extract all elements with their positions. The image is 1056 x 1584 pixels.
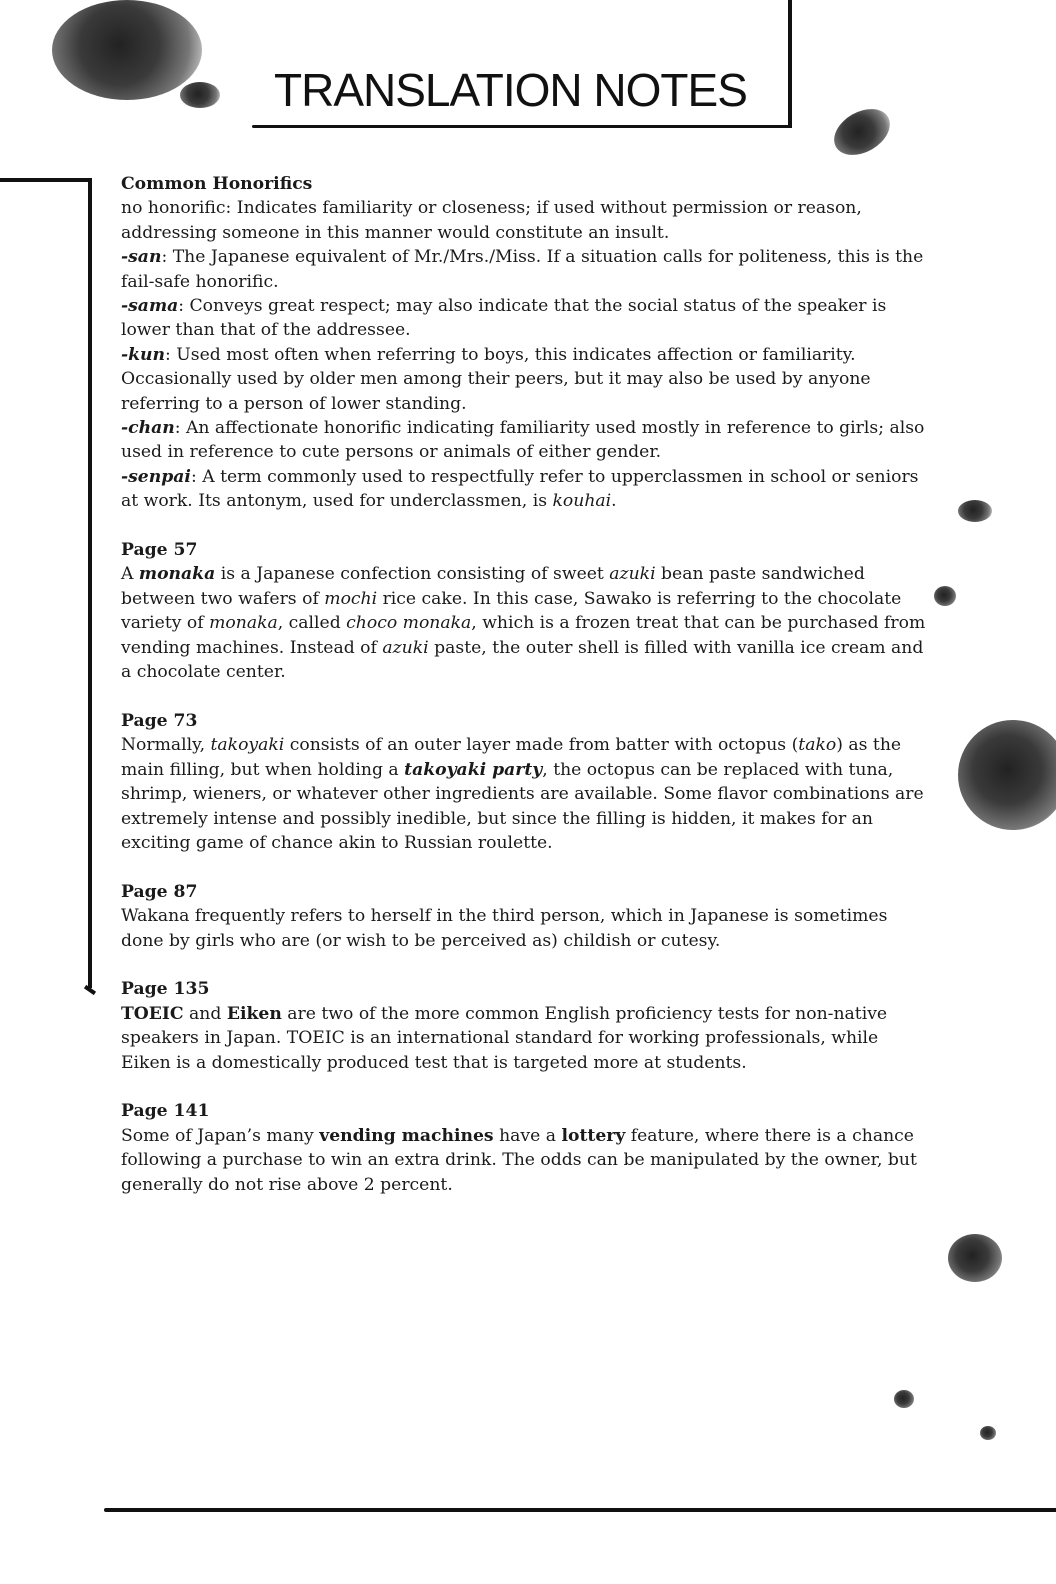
note-term: tako [798,735,837,756]
honorific-entry [121,416,933,465]
honorific-term: no honorific [121,198,226,219]
note-heading: Page 57 [121,540,198,561]
note-text: rice cake. In this case, Sawako is referring to the chocolate variety of [121,588,902,634]
notes-content [121,172,933,1221]
note-term: monaka [209,613,278,634]
note-text: consists of an outer layer made from batter with octopus ( [284,735,799,756]
ink-blot-decoration [958,720,1056,830]
honorific-entry [121,465,933,514]
note-term: vending machines [319,1125,494,1146]
ink-blot-decoration [948,1234,1002,1282]
note-page-57 [121,538,933,684]
note-heading: Page 135 [121,979,210,1000]
ink-blot-decoration [980,1426,996,1440]
bottom-rule [104,1508,1056,1512]
honorific-entry [121,294,933,343]
honorific-term: -san [121,247,162,268]
section-heading: Common Honorifics [121,174,313,194]
left-bracket-decoration [0,178,92,988]
honorific-term: -kun [121,344,166,365]
note-heading: Page 87 [121,881,198,902]
note-text: A [121,564,139,585]
note-body: Wakana frequently refers to herself in the third person, which in Japanese is sometimes done by girls who are (or wish to be perceived as) childish or cutesy. [121,906,888,951]
note-page-87 [121,880,933,953]
note-text: Normally, [121,735,211,756]
honorific-definition: : Conveys great respect; may also indicate that the social status of the speaker is lower than that of the addressee. [121,296,887,341]
note-term: takoyaki party [404,759,543,780]
note-text: is a Japanese confection consisting of sweet [215,564,610,585]
note-text: , which is a frozen treat that can be purchased from vending machines. Instead of [121,613,926,658]
note-text: feature, where there is a chance following a purchase to win an extra drink. The odds can be manipulated by the owner, but generally do not rise above 2 percent. [121,1125,917,1195]
honorific-definition: : An affectionate honorific indicating familiarity used mostly in reference to girls; also used in reference to cute persons or animals of either gender. [121,418,925,463]
note-text: bean paste sandwiched between two wafers of [121,564,865,609]
ink-blot-decoration [958,500,992,522]
ink-blot-decoration [894,1390,914,1408]
honorific-entry [121,196,933,245]
honorific-term: -sama [121,296,179,317]
honorifics-section [121,172,933,514]
note-page-135 [121,977,933,1075]
ink-blot-decoration [52,0,202,100]
note-text: , the octopus can be replaced with tuna, shrimp, wieners, or whatever other ingredients are available. Some flavor combinations are extremely intense and possibly inedible, but since the filling is hidden, it makes for an exciting game of chance akin to Russian roulette. [121,759,924,853]
note-text: ) as the main filling, but when holding a [121,735,902,780]
note-term: azuki [609,564,656,585]
note-text: are two of the more common English proficiency tests for non-native speakers in Japan. TOEIC is an international standard for working professionals, while Eiken is a domestically produced test that is targeted more at students. [121,1003,888,1073]
ink-blot-decoration [180,82,220,108]
note-body [121,1124,933,1197]
honorific-definition: : Indicates familiarity or closeness; if used without permission or reason, addressing someone in this manner would constitute an insult. [121,198,862,243]
honorific-antonym: kouhai [552,491,612,512]
note-page-141 [121,1099,933,1197]
ink-blot-decoration [934,586,956,606]
honorific-term: -chan [121,418,175,439]
note-heading: Page 141 [121,1101,210,1122]
note-term: takoyaki [210,735,285,756]
note-term: azuki [382,637,429,658]
honorific-term: -senpai [121,466,191,487]
note-term: choco monaka [346,613,472,634]
note-text: and [183,1003,227,1024]
note-body [121,562,933,684]
note-body [121,1002,933,1075]
note-term: monaka [138,564,216,585]
honorific-definition: : A term commonly used to respectfully refer to upperclassmen in school or seniors at work. Its antonym, used for underclassmen, is [121,466,919,512]
page-title: TRANSLATION NOTES [274,64,747,116]
honorific-definition: : Used most often when referring to boys, this indicates affection or familiarity. Occasionally used by older men among their peers, but it may also be used by anyone referring to a person of lower standing. [121,344,871,414]
note-heading: Page 73 [121,710,198,731]
note-page-73 [121,709,933,855]
note-text: paste, the outer shell is filled with vanilla ice cream and a chocolate center. [121,637,924,683]
honorific-entry [121,245,933,294]
note-text: have a [493,1125,562,1146]
note-term: mochi [324,588,378,609]
honorific-definition: : The Japanese equivalent of Mr./Mrs./Miss. If a situation calls for politeness, this is the fail-safe honorific. [121,247,924,292]
punctuation: . [611,491,617,512]
note-body [121,733,933,855]
honorific-entry [121,343,933,416]
note-text: Some of Japan’s many [121,1125,320,1146]
note-term: TOEIC [121,1003,184,1024]
ink-blot-decoration [826,100,898,165]
note-text: , called [277,613,347,634]
note-term: lottery [561,1125,626,1146]
note-term: Eiken [226,1003,282,1024]
